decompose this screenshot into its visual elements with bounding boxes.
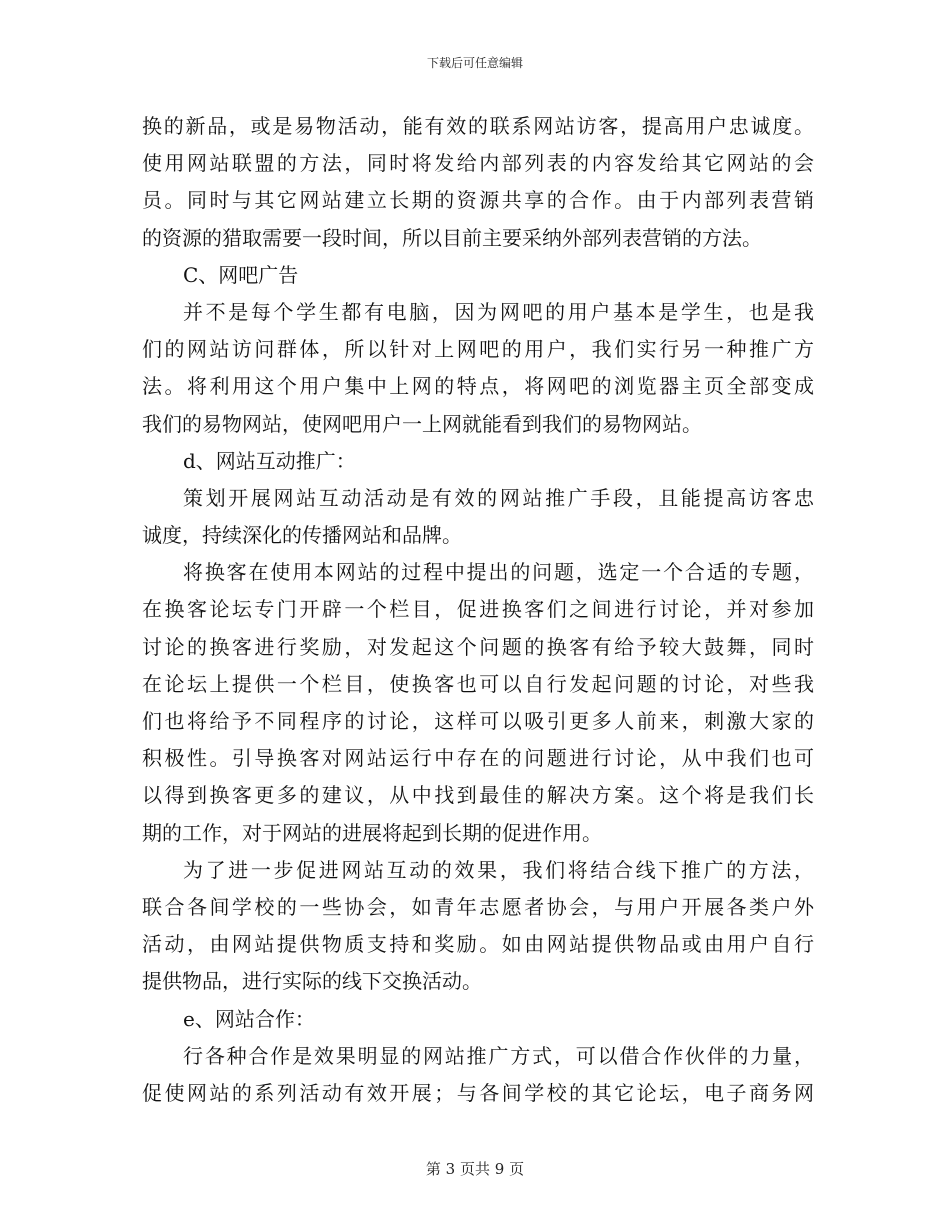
text-line: 的资源的猎取需要一段时间，所以目前主要采纳外部列表营销的方法。 [142, 225, 762, 250]
document-body [142, 108, 814, 1112]
text-line: 在换客论坛专门开辟一个栏目，促进换客们之间进行讨论，并对参加 [142, 597, 814, 622]
text-line: 诚度，持续深化的传播网站和品牌。 [142, 523, 462, 548]
text-line: 我们的易物网站，使网吧用户一上网就能看到我们的易物网站。 [142, 411, 702, 436]
text-line: 活动，由网站提供物质支持和奖励。如由网站提供物品或由用户自行 [142, 932, 814, 957]
text-line: 员。同时与其它网站建立长期的资源共享的合作。由于内部列表营销 [142, 188, 814, 213]
text-line: 并不是每个学生都有电脑，因为网吧的用户基本是学生，也是我 [183, 299, 814, 324]
text-line: 行各种合作是效果明显的网站推广方式，可以借合作伙伴的力量， [183, 1043, 814, 1068]
text-line: 换的新品，或是易物活动，能有效的联系网站访客，提高用户忠诚度。 [142, 114, 814, 138]
text-line: 提供物品，进行实际的线下交换活动。 [142, 969, 482, 994]
text-line: 在论坛上提供一个栏目，使换客也可以自行发起问题的讨论，对些我 [142, 671, 814, 696]
page-header: 下载后可任意编辑 [426, 56, 523, 70]
text-line: 将换客在使用本网站的过程中提出的问题，选定一个合适的专题， [183, 560, 814, 585]
text-line: 为了进一步促进网站互动的效果，我们将结合线下推广的方法， [183, 857, 814, 882]
text-line: 法。将利用这个用户集中上网的特点，将网吧的浏览器主页全部变成 [142, 374, 814, 399]
text-line: 们也将给予不同程序的讨论，这样可以吸引更多人前来，刺激大家的 [142, 709, 814, 733]
text-line: 讨论的换客进行奖励，对发起这个问题的换客有给予较大鼓舞，同时 [142, 634, 814, 659]
text-line: 策划开展网站互动活动是有效的网站推广手段，且能提高访客忠 [183, 485, 814, 510]
text-line: d、网站互动推广： [183, 448, 356, 473]
text-line: 期的工作，对于网站的进展将起到长期的促进作用。 [142, 820, 602, 845]
text-line: 使用网站联盟的方法，同时将发给内部列表的内容发给其它网站的会 [142, 151, 814, 176]
text-line: 联合各间学校的一些协会，如青年志愿者协会，与用户开展各类户外 [142, 894, 814, 919]
text-line: 们的网站访问群体，所以针对上网吧的用户，我们实行另一种推广方 [142, 337, 814, 362]
text-line: 促使网站的系列活动有效开展；与各间学校的其它论坛，电子商务网 [142, 1080, 814, 1105]
text-line: 积极性。引导换客对网站运行中存在的问题进行讨论，从中我们也可 [142, 746, 814, 771]
page-number: 第 3 页共 9 页 [425, 1160, 525, 1178]
text-line: C、网吧广告 [183, 262, 299, 287]
text-line: 以得到换客更多的建议，从中找到最佳的解决方案。这个将是我们长 [142, 783, 814, 808]
text-line: e、网站合作： [183, 1006, 315, 1031]
